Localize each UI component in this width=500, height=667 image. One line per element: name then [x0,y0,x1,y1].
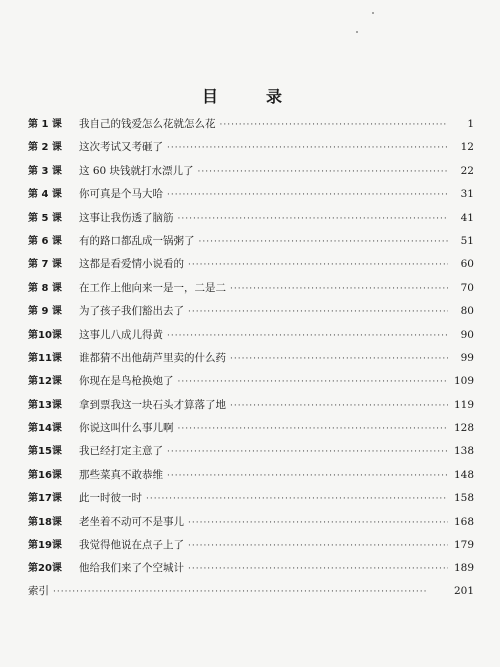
lesson-number: 第19课 [28,540,62,552]
toc-entry[interactable] [28,162,474,185]
page-number: 41 [460,211,474,224]
dot-leader [230,284,448,294]
page-number: 1 [467,118,474,130]
lesson-number: 第16课 [28,469,62,481]
lesson-number: 第17课 [28,493,62,505]
lesson-title: 为了孩子我们豁出去了 [79,305,184,318]
lesson-number: 第13课 [28,399,62,411]
lesson-number: 第20课 [28,563,62,575]
toc-entry[interactable] [28,349,474,372]
dot-leader [220,120,449,130]
page-number: 70 [460,281,474,294]
lesson-number: 第11课 [28,352,62,364]
lesson-title: 这次考试又考砸了 [79,141,163,154]
toc-entry[interactable] [28,138,474,161]
dot-leader [178,424,449,434]
page-number: 168 [453,515,474,528]
dot-leader [230,401,448,411]
toc-entry[interactable] [28,209,474,232]
lesson-title: 有的路口都乱成一锅粥了 [79,234,195,247]
lesson-number: 第 9 课 [28,306,62,318]
dot-leader [178,214,449,224]
page-number: 90 [460,328,474,341]
dot-leader [167,331,448,341]
page-number: 99 [460,351,474,364]
toc-entry[interactable] [28,419,474,442]
lesson-title: 我已经打定主意了 [79,445,163,458]
lesson-title: 他给我们来了个空城计 [79,562,184,575]
lesson-title: 这事儿八成儿得黄 [79,328,163,341]
toc-entry[interactable] [28,279,474,302]
page-title: 目 录 [201,87,298,106]
toc-entry[interactable] [28,326,474,349]
dot-leader [188,307,448,317]
lesson-number: 第14课 [28,423,62,435]
toc-entry[interactable] [28,396,474,419]
page-number: 201 [453,584,474,597]
dot-leader [199,237,449,247]
index-title: 索引 [28,584,49,597]
lesson-title: 我自己的钱爱怎么花就怎么花 [79,118,216,130]
lesson-number: 第12课 [28,376,62,388]
toc-entry[interactable] [28,442,474,465]
dot-leader [167,143,448,153]
dot-leader [178,377,449,387]
dot-leader [167,447,448,457]
page-number: 119 [453,398,474,411]
lesson-number: 第 3 课 [28,165,62,177]
dot-leader [198,167,448,177]
toc-entry[interactable] [28,559,474,582]
page-number: 138 [453,445,474,458]
page-number: 80 [460,305,474,318]
lesson-title: 在工作上他向来一是一，二是二 [79,281,226,294]
toc-entry[interactable] [28,115,474,138]
lesson-number: 第 2 课 [28,142,62,154]
toc-entry[interactable] [28,466,474,489]
dot-leader [188,260,448,270]
page-number: 22 [460,164,474,177]
lesson-number: 第 6 课 [28,235,62,247]
lesson-title: 我觉得他说在点子上了 [79,539,184,552]
page-number: 148 [453,468,474,481]
lesson-number: 第15课 [28,446,62,458]
page-number: 109 [453,375,474,388]
lesson-title: 这 60 块钱就打水漂儿了 [79,164,194,177]
lesson-number: 第18课 [28,516,62,528]
lesson-number: 第 7 课 [28,259,62,271]
toc-entry[interactable] [28,489,474,512]
dot-leader [53,587,448,597]
lesson-title: 那些菜真不敢恭维 [79,468,163,481]
lesson-title: 拿到票我这一块石头才算落了地 [79,398,226,411]
lesson-title: 老坐着不动可不是事儿 [79,515,184,528]
lesson-number: 第10课 [28,329,62,341]
dot-leader [146,494,448,504]
dot-leader [188,541,448,551]
scan-speck [372,12,374,14]
lesson-title: 你现在是鸟枪换炮了 [79,375,174,388]
lesson-title: 此一时彼一时 [79,492,142,505]
lesson-title: 你说这叫什么事儿啊 [79,422,174,435]
toc-entry[interactable] [28,513,474,536]
scan-speck [356,31,358,33]
toc-entry-index[interactable] [28,583,474,606]
toc-entry[interactable] [28,536,474,559]
lesson-title: 这都是看爱情小说看的 [79,258,184,271]
lesson-number: 第 1 课 [28,119,62,130]
dot-leader [167,190,448,200]
lesson-title: 你可真是个马大哈 [79,188,163,201]
page-number: 158 [453,492,474,505]
lesson-number: 第 4 课 [28,189,62,201]
table-of-contents [28,115,474,606]
dot-leader [188,564,448,574]
toc-entry[interactable] [28,185,474,208]
page-number: 31 [460,188,474,201]
toc-entry[interactable] [28,255,474,278]
dot-leader [230,354,448,364]
page-number: 189 [453,562,474,575]
page-number: 51 [460,234,474,247]
lesson-number: 第 8 课 [28,282,62,294]
dot-leader [188,518,448,528]
dot-leader [167,471,448,481]
lesson-title: 谁都猜不出他葫芦里卖的什么药 [79,351,226,364]
toc-entry[interactable] [28,302,474,325]
page-number: 12 [460,141,474,154]
page-number: 128 [453,422,474,435]
toc-entry[interactable] [28,232,474,255]
toc-entry[interactable] [28,372,474,395]
lesson-title: 这事让我伤透了脑筋 [79,211,174,224]
lesson-number: 第 5 课 [28,212,62,224]
page-number: 60 [460,258,474,271]
page-number: 179 [453,539,474,552]
